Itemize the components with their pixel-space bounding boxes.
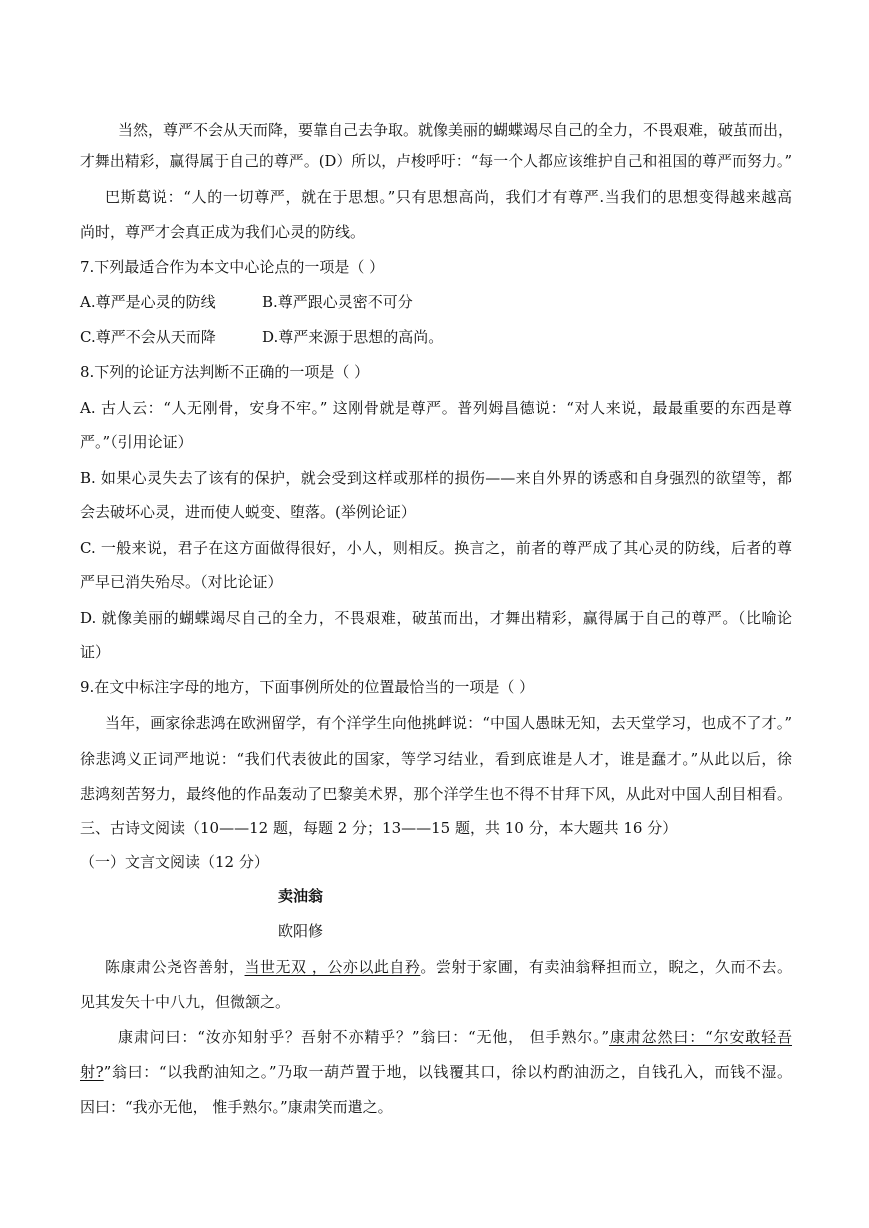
classical-line4-end: ”翁曰：“以我酌油知之。”乃取一葫芦置于地，以钱覆其口，徐以杓酌油沥之，自钱孔入，而钱不湿。	[103, 1063, 793, 1081]
classical-line2: 见其发矢十中八九，但微颔之。	[80, 993, 291, 1011]
underlined-phrase-1: 当世无双 ，公亦以此自矜	[244, 958, 421, 976]
q8-option-d-line2: 证）	[80, 643, 111, 661]
q9-example-line2: 徐悲鸿义正词严地说：“我们代表彼此的国家，等学习结业，看到底谁是人才，谁是蠢才。”从此以后，徐	[80, 750, 792, 768]
q7-option-b: B.尊严跟心灵密不可分	[262, 293, 413, 311]
classical-title: 卖油翁	[278, 887, 324, 905]
classical-line4	[80, 1061, 792, 1083]
classical-line3	[118, 1026, 792, 1048]
q8-stem: 8.下列的论证方法判断不正确的一项是（ ）	[80, 363, 370, 381]
q7-stem: 7.下列最适合作为本文中心论点的一项是（ ）	[80, 258, 385, 276]
q7-option-row-1	[80, 291, 792, 313]
q7-option-d: D.尊严来源于思想的高尚。	[262, 328, 444, 346]
classical-line1-start: 陈康肃公尧咨善射，	[105, 958, 245, 976]
passage-p1-line1: 当然，尊严不会从天而降，要靠自己去争取。就像美丽的蝴蝶竭尽自己的全力，不畏艰难，破茧而出，	[118, 121, 794, 139]
section-heading: 三、古诗文阅读（10——12 题，每题 2 分；13——15 题，共 10 分，本大题共 16 分）	[80, 819, 678, 837]
subsection-heading: （一）文言文阅读（12 分）	[80, 853, 269, 871]
q8-option-c-line2: 严早已消失殆尽。（对比论证）	[80, 573, 283, 591]
classical-line1-end: 。尝射于家圃，有卖油翁释担而立，睨之，久而不去。	[420, 958, 792, 976]
q8-option-a-line1: A. 古人云：“人无刚骨，安身不牢。” 这刚骨就是尊严。普列姆昌德说：“对人来说，最最重要的东西是尊	[80, 399, 792, 417]
underlined-phrase-2-part2: 射?	[80, 1063, 104, 1081]
q7-option-row-2	[80, 326, 792, 348]
passage-p1-line2: 才舞出精彩，赢得属于自己的尊严。(D）所以，卢梭呼吁：“每一个人都应该维护自己和祖国的尊严而努力。”	[80, 153, 792, 170]
classical-line5: 因曰：“我亦无他， 惟手熟尔。”康肃笑而遣之。	[80, 1098, 393, 1116]
q9-example-line1: 当年，画家徐悲鸿在欧洲留学，有个洋学生向他挑衅说：“中国人愚昧无知，去天堂学习，也成不了才。”	[105, 714, 792, 732]
classical-line1	[105, 956, 792, 978]
q8-option-b-line2: 会去破坏心灵，进而使人蜕变、堕落。(举例论证）	[80, 503, 416, 521]
underlined-phrase-2-part1: 康肃忿然曰：“尔安敢轻吾	[609, 1028, 792, 1046]
passage-p2-line1: 巴斯葛说：“人的一切尊严，就在于思想。”只有思想高尚，我们才有尊严.当我们的思想变得越来越高	[105, 188, 792, 206]
q9-stem: 9.在文中标注字母的地方，下面事例所处的位置最恰当的一项是（ ）	[80, 678, 535, 696]
q8-option-d-line1: D. 就像美丽的蝴蝶竭尽自己的全力，不畏艰难，破茧而出，才舞出精彩，赢得属于自己的尊严。（比喻论	[80, 609, 792, 627]
q9-example-line3: 悲鸿刻苦努力，最终他的作品轰动了巴黎美术界，那个洋学生也不得不甘拜下风，从此对中国人刮目相看。	[80, 785, 792, 803]
classical-line3-start: 康肃问曰：“汝亦知射乎？吾射不亦精乎？”翁曰：“无他， 但手熟尔。”	[118, 1028, 610, 1046]
classical-author: 欧阳修	[278, 922, 324, 940]
q8-option-b-line1: B. 如果心灵失去了该有的保护，就会受到这样或那样的损伤——来自外界的诱惑和自身强烈的欲望等，都	[80, 469, 792, 487]
q7-option-c: C.尊严不会从天而降	[80, 328, 216, 346]
q8-option-a-line2: 严。”（引用论证）	[80, 433, 193, 451]
passage-p2-line2: 尚时，尊严才会真正成为我们心灵的防线。	[80, 223, 366, 241]
q8-option-c-line1: C. 一般来说，君子在这方面做得很好，小人，则相反。换言之，前者的尊严成了其心灵的防线，后者的尊	[80, 539, 792, 557]
q7-option-a: A.尊严是心灵的防线	[80, 293, 216, 311]
